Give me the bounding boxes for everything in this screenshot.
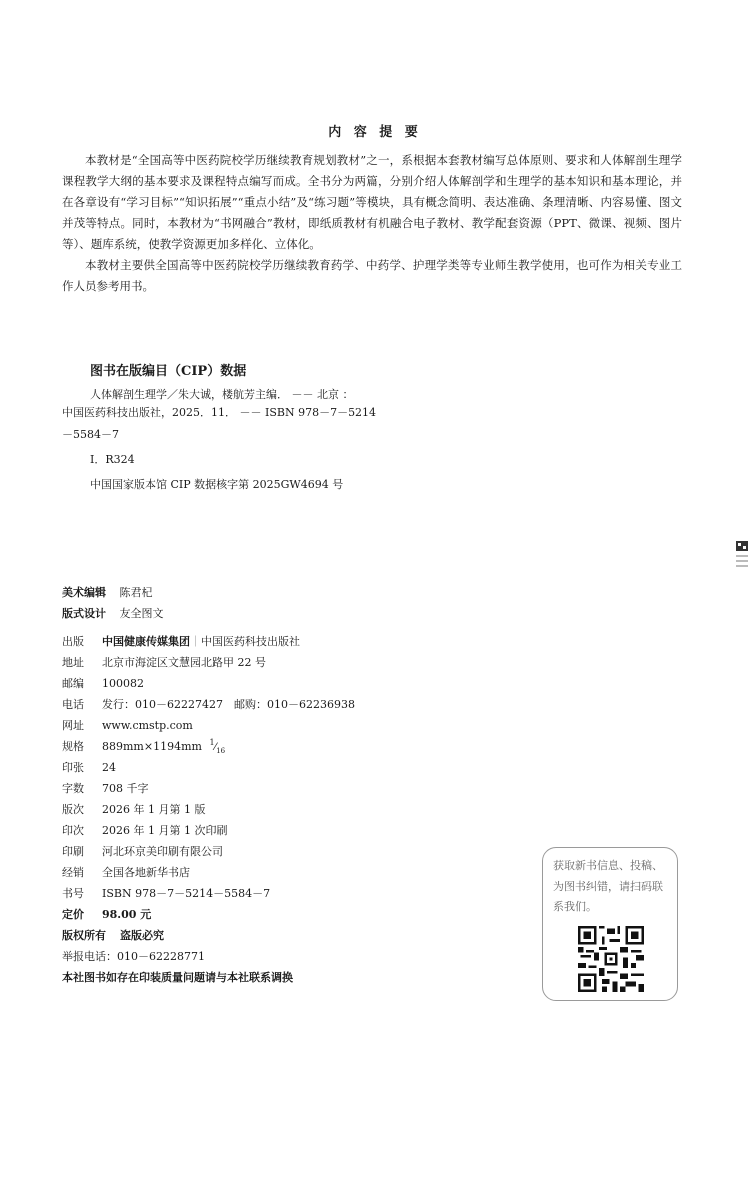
price-row xyxy=(62,906,151,922)
layout-designer-row xyxy=(62,605,164,621)
cip-title: 图书在版编目（CIP）数据 xyxy=(90,364,247,379)
qr-code-icon[interactable] xyxy=(578,926,644,992)
abstract-paragraph-1: 本教材是“全国高等中医药院校学历继续教育规划教材”之一，系根据本套教材编写总体原则、要求和人体解剖生理学课程教学大纲的基本要求及课程特点编写而成。全书分为两篇，分别介绍人体解剖学和生理学的基本知识和基本理论，并在各章设有“学习目标”“知识拓展”“重点小结”及“练习题”等模块，具有概念简明、表达准确、条理清晰、内容易懂、图文并茂等特点。同时，本教材为“书网融合”教材，即纸质教材有机融合电子教材、教学配套资源（PPT、微课、视频、图片等）、题库系统，使教学资源更加多样化、立体化。 xyxy=(62,153,682,251)
copyright-text-2: 盗版必究 xyxy=(120,929,164,942)
printing-value: 2026 年 1 月第 1 次印刷 xyxy=(102,824,228,837)
word-count-value: 708 千字 xyxy=(102,782,149,795)
layout-designer-name: 友全图文 xyxy=(119,607,164,620)
price-value: 98.00 元 xyxy=(102,908,152,921)
address-value: 北京市海淀区文慧园北路甲 22 号 xyxy=(102,656,266,669)
word-count-row xyxy=(62,780,149,796)
postcode-value: 100082 xyxy=(102,677,144,690)
art-editor-label: 美术编辑 xyxy=(62,586,106,599)
art-editor-row xyxy=(62,584,153,600)
website-row xyxy=(62,717,193,733)
abstract-paragraph-2: 本教材主要供全国高等中医药院校学历继续教育药学、中药学、护理学类等专业师生教学使用，也可作为相关专业工作人员参考用书。 xyxy=(62,258,682,293)
isbn-value: ISBN 978－7－5214－5584－7 xyxy=(102,887,271,900)
publisher-label: 出版 xyxy=(62,635,84,648)
phone-label: 电话 xyxy=(62,698,84,711)
format-row xyxy=(62,738,225,755)
phone-row xyxy=(62,696,355,712)
sheets-value: 24 xyxy=(102,761,116,774)
printer-value: 河北环京美印刷有限公司 xyxy=(102,845,223,858)
publisher-name: 中国医药科技出版社 xyxy=(201,635,300,648)
qr-contact-card xyxy=(542,847,678,1001)
dealer-row xyxy=(62,864,190,880)
cip-line-5: 中国国家版本馆 CIP 数据核字第 2025GW4694 号 xyxy=(90,478,344,491)
art-editor-name: 陈君杞 xyxy=(119,586,153,599)
isbn-row xyxy=(62,885,270,901)
website-label: 网址 xyxy=(62,719,84,732)
publisher-separator: ｜ xyxy=(190,635,201,648)
format-label: 规格 xyxy=(62,740,84,753)
address-label: 地址 xyxy=(62,656,84,669)
report-phone-row xyxy=(62,948,205,964)
cip-line-4: Ⅰ．R324 xyxy=(90,453,135,466)
publisher-row xyxy=(62,633,300,649)
phone-value: 发行：010－62227427 邮购：010－62236938 xyxy=(102,698,355,711)
cip-line-2: 中国医药科技出版社，2025．11． －－ ISBN 978－7－5214 xyxy=(62,406,377,419)
postcode-row xyxy=(62,675,144,691)
website-value: www.cmstp.com xyxy=(102,719,193,732)
publisher-group: 中国健康传媒集团 xyxy=(102,635,190,648)
layout-designer-label: 版式设计 xyxy=(62,607,106,620)
printing-row xyxy=(62,822,227,838)
abstract-body xyxy=(62,150,682,297)
postcode-label: 邮编 xyxy=(62,677,84,690)
dealer-label: 经销 xyxy=(62,866,84,879)
quality-notice: 本社图书如存在印装质量问题请与本社联系调换 xyxy=(62,971,293,984)
printer-label: 印刷 xyxy=(62,845,84,858)
format-fraction-numerator: 1 xyxy=(209,738,215,748)
edition-label: 版次 xyxy=(62,803,84,816)
edition-value: 2026 年 1 月第 1 版 xyxy=(102,803,206,816)
quality-notice-row xyxy=(62,969,293,985)
cip-line-3: －5584－7 xyxy=(62,428,119,441)
format-fraction-denominator: 16 xyxy=(216,747,226,756)
qr-card-text: 获取新书信息、投稿、为图书纠错，请扫码联系我们。 xyxy=(553,859,663,913)
cip-line-1: 人体解剖生理学／朱大诚，楼航芳主编． －－ 北京 ： xyxy=(90,388,354,401)
printer-row xyxy=(62,843,223,859)
sheets-row xyxy=(62,759,116,775)
abstract-title: 内 容 提 要 xyxy=(328,125,422,140)
sheets-label: 印张 xyxy=(62,761,84,774)
side-barcode-icon xyxy=(735,541,749,573)
copyright-row xyxy=(62,927,164,943)
dealer-value: 全国各地新华书店 xyxy=(102,866,190,879)
format-value: 889mm×1194mm xyxy=(102,740,202,753)
isbn-label: 书号 xyxy=(62,887,84,900)
edition-row xyxy=(62,801,205,817)
address-row xyxy=(62,654,266,670)
report-phone: 举报电话：010－62228771 xyxy=(62,950,205,963)
price-label: 定价 xyxy=(62,908,84,921)
word-count-label: 字数 xyxy=(62,782,84,795)
format-fraction-slash: ⁄ xyxy=(214,742,217,753)
printing-label: 印次 xyxy=(62,824,84,837)
copyright-text-1: 版权所有 xyxy=(62,929,106,942)
